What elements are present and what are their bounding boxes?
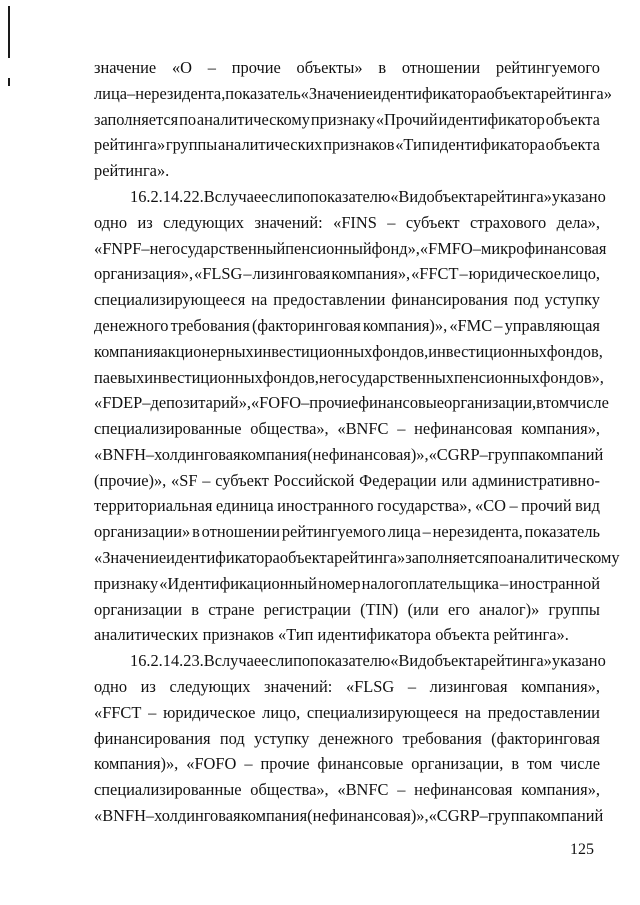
word: «Вид (390, 651, 427, 670)
word: Российской (273, 471, 355, 490)
word: показатель (225, 84, 301, 103)
text-line (94, 135, 600, 155)
word: объекты» (296, 58, 363, 77)
word: холдинговая (154, 445, 241, 464)
word: «FLSG (345, 677, 395, 696)
word: отношении (401, 58, 481, 77)
word: – (407, 677, 417, 696)
word: компания», (521, 677, 600, 696)
word: территориальная (94, 496, 213, 515)
word: – (459, 264, 468, 283)
word: – (202, 471, 211, 490)
text-line (94, 496, 600, 516)
word: стране (208, 600, 255, 619)
text-line (94, 729, 600, 749)
word: отношении (201, 522, 280, 541)
word: фондов», (539, 368, 604, 387)
word: «BNFC (337, 780, 389, 799)
text-line (94, 342, 603, 362)
word: прочие (309, 393, 359, 412)
word: 16.2.14.22. (130, 187, 204, 206)
word: «FOFO (250, 393, 302, 412)
word: – (397, 419, 406, 438)
word: специализирующееся (94, 290, 246, 309)
word: на (251, 290, 268, 309)
word: субъект (215, 471, 269, 490)
word: финансирования (94, 729, 211, 748)
word: «FDEP (94, 393, 143, 412)
word: случае (214, 187, 262, 206)
word: значений: (254, 213, 323, 232)
word: – (499, 574, 509, 593)
word: фондов, (372, 342, 429, 361)
word: страхового (469, 213, 547, 232)
word: объекта (545, 135, 600, 154)
word: – (243, 264, 252, 283)
word: лизинговая (252, 264, 331, 283)
word: финансирования (391, 290, 508, 309)
text-line (94, 84, 612, 104)
word: – (479, 806, 488, 825)
word: по (489, 548, 507, 567)
word: «Прочий (375, 110, 438, 129)
word: аналитическому (506, 548, 620, 567)
word: показателю (310, 651, 391, 670)
word: (TIN) (360, 600, 399, 619)
word: прочие (231, 58, 281, 77)
word: под (513, 290, 539, 309)
word: организация», (94, 264, 194, 283)
word: по (179, 110, 197, 129)
word: лица (94, 84, 127, 103)
word: «Значение (94, 548, 167, 567)
word: идентификатора (431, 135, 545, 154)
word: рейтинга» (480, 651, 552, 670)
word: группа (487, 445, 536, 464)
word: (нефинансовая)», (307, 445, 429, 464)
word: одно (94, 213, 128, 232)
text-line (94, 393, 609, 413)
word: компания)», (94, 754, 179, 773)
word: общества», (250, 419, 329, 438)
text-line (94, 368, 604, 388)
word: В (203, 651, 215, 670)
word: – (145, 445, 155, 464)
word: объекта (279, 548, 335, 567)
text-line (94, 471, 600, 491)
word: из (137, 213, 153, 232)
word: фондов, (546, 342, 603, 361)
word: указано (551, 187, 606, 206)
word: «Значение (300, 84, 373, 103)
word: компания)», (362, 316, 448, 335)
word: – (494, 316, 503, 335)
word: одно (94, 677, 128, 696)
word: пенсионный (285, 239, 372, 258)
word: (факторинговая (251, 316, 361, 335)
word: по (293, 187, 311, 206)
word: субъект (405, 213, 460, 232)
text-line (94, 419, 600, 439)
word: указано (551, 651, 606, 670)
word: иностранной (509, 574, 600, 593)
word: компаний (535, 445, 604, 464)
word: юридическое (468, 264, 561, 283)
word: «CGRP (428, 806, 480, 825)
word: идентификатора (372, 84, 487, 103)
word: идентификатора (166, 548, 280, 567)
word: уступку (254, 729, 310, 748)
text-line (94, 264, 600, 284)
word: рейтингуемого (281, 522, 386, 541)
word: – (141, 239, 150, 258)
text-line (94, 522, 600, 542)
word: 16.2.14.23. (130, 651, 204, 670)
word: значение (94, 58, 157, 77)
word: предоставлении (487, 703, 600, 722)
word: – (472, 239, 481, 258)
word: налогоплательщика (361, 574, 499, 593)
word: объекта (486, 84, 541, 103)
word: «CGRP (428, 445, 480, 464)
word: объекта (545, 110, 600, 129)
word: «CO (475, 496, 506, 515)
word: предоставлении (273, 290, 386, 309)
word: если (261, 187, 294, 206)
word: финансовые (358, 393, 445, 412)
text-line (130, 187, 606, 207)
text-line (94, 316, 600, 336)
word: специализированные (94, 419, 242, 438)
word: нефинансовая (414, 419, 513, 438)
word: в (191, 600, 199, 619)
word: – (387, 213, 396, 232)
word: нефинансовая (414, 780, 513, 799)
word: лицо, (561, 264, 600, 283)
word: инвестиционных (428, 342, 547, 361)
word: требования (170, 316, 250, 335)
word: в (378, 58, 387, 77)
text-line (94, 548, 620, 568)
word: денежного (94, 316, 169, 335)
word: «FLSG (194, 264, 243, 283)
word: объекта (426, 651, 481, 670)
word: единица (215, 496, 274, 515)
text-line (94, 213, 600, 233)
word: на (464, 703, 482, 722)
word: том (543, 393, 570, 412)
word: общества», (250, 780, 329, 799)
word: компания», (521, 780, 600, 799)
word: – (422, 522, 431, 541)
word: негосударственный (149, 239, 286, 258)
word: денежного (318, 729, 394, 748)
word: заполняется (405, 548, 490, 567)
word: группы (548, 600, 600, 619)
word: управляющая (504, 316, 600, 335)
word: рейтинга» (94, 135, 166, 154)
word: в (192, 522, 200, 541)
word: акционерных (160, 342, 254, 361)
word: компания», (331, 264, 411, 283)
word: дела», (556, 213, 600, 232)
word: Федерации (359, 471, 437, 490)
word: лизинговая (429, 677, 508, 696)
text-line (94, 703, 600, 723)
word: числе (569, 393, 609, 412)
word: прочие (260, 754, 310, 773)
word: требования (402, 729, 482, 748)
word: признаку (94, 574, 159, 593)
word: – (207, 58, 216, 77)
word: рейтинга» (480, 187, 552, 206)
word: специализированные (94, 780, 242, 799)
word: – (142, 393, 151, 412)
word: – (397, 780, 406, 799)
word: вид (575, 496, 600, 515)
word: аналог)» (479, 600, 540, 619)
word: или (441, 471, 468, 490)
word: иностранного (277, 496, 374, 515)
word: «FFCT (411, 264, 459, 283)
word: негосударственных (318, 368, 454, 387)
word: депозитарий», (150, 393, 251, 412)
text-line (94, 754, 600, 774)
text-line (94, 58, 600, 78)
word: «FOFO (186, 754, 237, 773)
word: показатель (524, 522, 600, 541)
word: значений: (264, 677, 333, 696)
word: прочий (521, 496, 572, 515)
text-line (94, 290, 600, 310)
text-line (94, 600, 600, 620)
word: государства», (377, 496, 472, 515)
word: следующих (163, 213, 245, 232)
word: рейтингуемого (495, 58, 600, 77)
word: «BNFC (337, 419, 389, 438)
word: пенсионных (453, 368, 540, 387)
word: (нефинансовая)», (307, 806, 429, 825)
word: следующих (169, 677, 251, 696)
text-line (130, 651, 606, 671)
word: компания (240, 445, 308, 464)
word: (или (407, 600, 439, 619)
word: В (203, 187, 215, 206)
word: нерезидента, (432, 522, 523, 541)
word: лицо, (262, 703, 301, 722)
word: фонд», (371, 239, 420, 258)
word: под (219, 729, 245, 748)
word: – (244, 754, 253, 773)
word: – (127, 84, 136, 103)
text-line (94, 445, 604, 465)
word: специализирующееся (306, 703, 459, 722)
word: идентификатор (438, 110, 545, 129)
word: признаку (310, 110, 376, 129)
word: паевых (94, 368, 145, 387)
word: объекта (426, 187, 481, 206)
word: уступку (544, 290, 600, 309)
word: компания (94, 342, 161, 361)
word: «FFCT (94, 703, 142, 722)
text-line: аналитических признаков «Тип идентификатора объекта рейтинга». (94, 625, 569, 644)
text-line (94, 677, 600, 697)
word: инвестиционных (144, 368, 263, 387)
word: «SF (171, 471, 198, 490)
text-line (94, 780, 600, 800)
word: – (479, 445, 488, 464)
word: «FMC (449, 316, 493, 335)
word: признаков (323, 135, 395, 154)
word: нерезидента, (135, 84, 226, 103)
word: «Вид (390, 187, 427, 206)
word: компаний (535, 806, 604, 825)
word: группы (165, 135, 218, 154)
page-number: 125 (570, 841, 594, 858)
word: компания», (521, 419, 600, 438)
word: заполняется (94, 110, 179, 129)
word: регистрации (263, 600, 351, 619)
word: аналитическому (196, 110, 310, 129)
word: в (536, 393, 544, 412)
word: из (140, 677, 156, 696)
word: по (293, 651, 311, 670)
word: рейтинга» (540, 84, 612, 103)
word: «FNPF (94, 239, 142, 258)
word: организации, (411, 754, 504, 773)
word: рейтинга» (334, 548, 406, 567)
text-line (94, 239, 607, 259)
word: если (261, 651, 294, 670)
word: аналитических (218, 135, 323, 154)
word: фондов, (262, 368, 319, 387)
word: – (145, 806, 155, 825)
text-line (94, 110, 600, 130)
word: случае (214, 651, 262, 670)
word: организации, (444, 393, 537, 412)
word: в (511, 754, 520, 773)
word: организации (94, 600, 182, 619)
word: «Тип (395, 135, 431, 154)
word: – (509, 496, 518, 515)
word: «FINS (333, 213, 377, 232)
word: его (448, 600, 470, 619)
word: – (148, 703, 157, 722)
word: группа (487, 806, 536, 825)
word: номер (318, 574, 361, 593)
word: юридическое (163, 703, 256, 722)
word: (прочие)», (94, 471, 167, 490)
word: финансовые (317, 754, 404, 773)
word: «BNFH (94, 806, 146, 825)
word: «BNFH (94, 445, 146, 464)
word: микрофинансовая (480, 239, 607, 258)
word: «Идентификационный (159, 574, 318, 593)
word: числе (560, 754, 600, 773)
scan-mark-bar (8, 6, 10, 58)
word: показателю (310, 187, 391, 206)
word: лица (387, 522, 421, 541)
word: «FMFO (419, 239, 473, 258)
word: инвестиционных (253, 342, 373, 361)
scan-mark-dot (8, 78, 10, 86)
word: – (301, 393, 310, 412)
text-line (94, 806, 604, 826)
word: административно- (471, 471, 600, 490)
word: (факторинговая (491, 729, 600, 748)
word: том (527, 754, 553, 773)
word: организации» (94, 522, 191, 541)
text-line: рейтинга». (94, 161, 170, 180)
word: «О (171, 58, 193, 77)
word: холдинговая (154, 806, 241, 825)
word: компания (240, 806, 308, 825)
text-line (94, 574, 600, 594)
